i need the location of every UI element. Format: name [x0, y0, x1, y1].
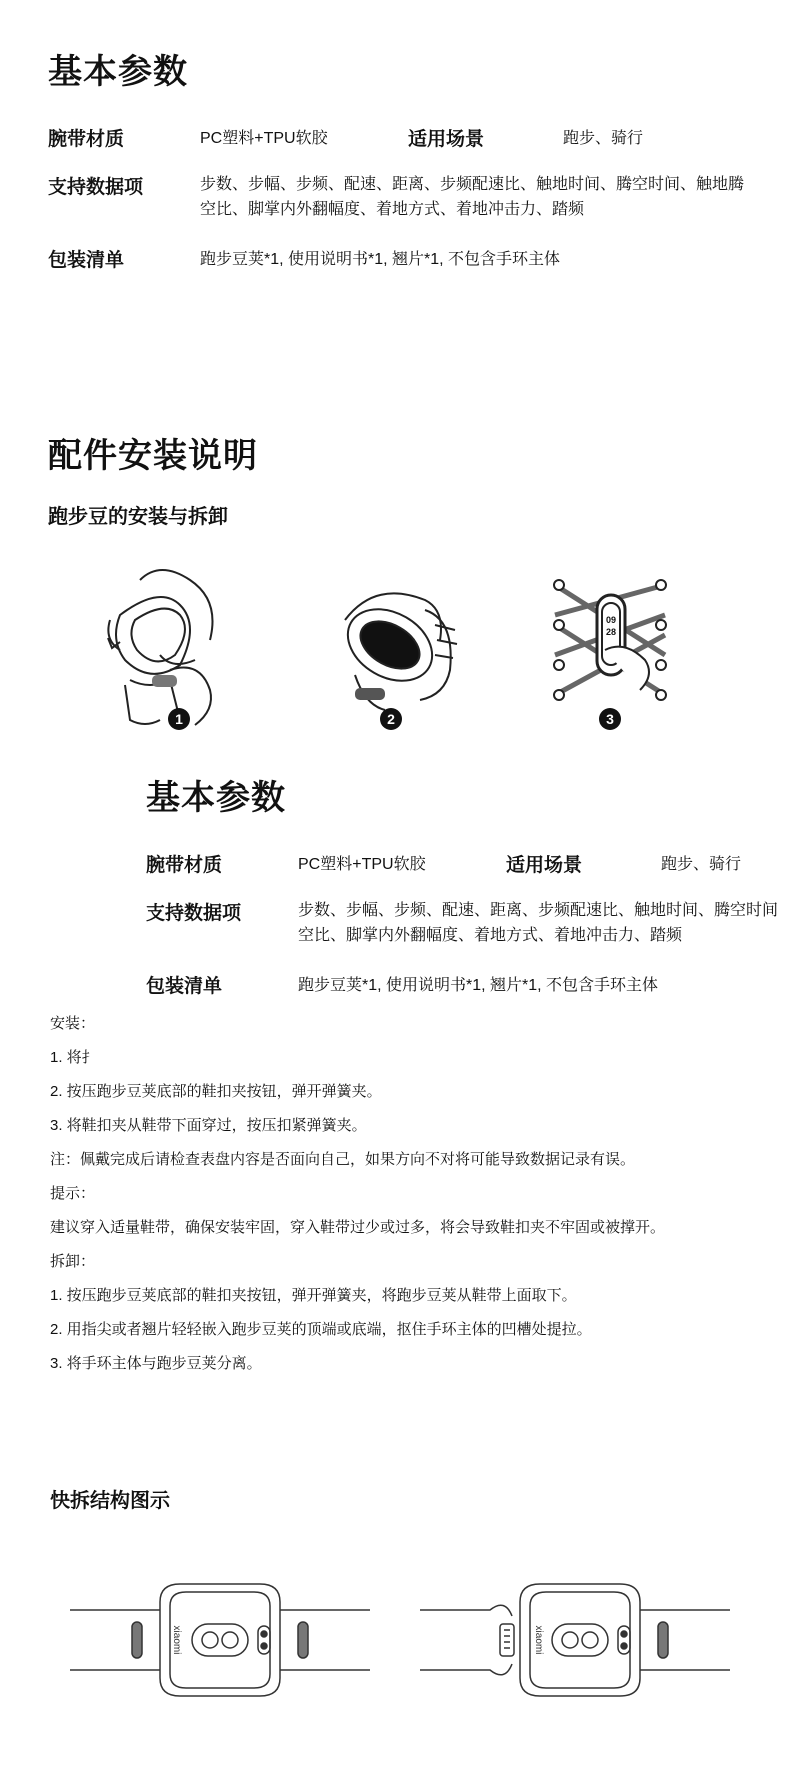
- band-material-value: PC塑料+TPU软胶: [200, 130, 328, 147]
- overlay-package-label: 包装清单: [146, 976, 223, 997]
- data-items-line1: 步数、步幅、步频、配速、距离、步频配速比、触地时间、腾空时间、触地腾: [200, 176, 745, 193]
- instr-remove-step-1: 1. 按压跑步豆荚底部的鞋扣夹按钮，弹开弹簧夹，将跑步豆荚从鞋带上面取下。: [50, 1287, 577, 1304]
- package-value: 跑步豆荚*1, 使用说明书*1, 翘片*1, 不包含手环主体: [200, 251, 561, 268]
- data-items-label: 支持数据项: [48, 177, 144, 198]
- overlay-band-material-value: PC塑料+TPU软胶: [298, 856, 426, 873]
- instr-install-heading: 安装：: [50, 1015, 96, 1032]
- band-diagram-right: [420, 1580, 730, 1700]
- band-material-label: 腕带材质: [48, 129, 125, 150]
- step-3-number: 3: [606, 711, 614, 727]
- step-3-badge: [599, 708, 621, 730]
- install-subtitle: 跑步豆的安装与拆卸: [48, 506, 228, 528]
- step-1-number: 1: [175, 711, 183, 727]
- overlay-scene-label: 适用场景: [506, 855, 583, 876]
- brand-text-left: xiaomi: [171, 1625, 182, 1655]
- step-2-number: 2: [387, 711, 395, 727]
- step-2-badge: [380, 708, 402, 730]
- instr-tip-heading: 提示：: [50, 1185, 96, 1202]
- scene-value: 跑步、骑行: [563, 130, 644, 147]
- scene-label: 适用场景: [408, 129, 485, 150]
- svg-text:28: 28: [605, 627, 617, 637]
- instr-remove-step-2: 2. 用指尖或者翘片轻轻嵌入跑步豆荚的顶端或底端，抠住手环主体的凹槽处提拉。: [50, 1321, 592, 1338]
- step-1-badge: [168, 708, 190, 730]
- instr-note: 注：佩戴完成后请检查表盘内容是否面向自己，如果方向不对将可能导致数据记录有误。: [50, 1151, 636, 1168]
- overlay-band-material-label: 腕带材质: [146, 855, 223, 876]
- params-title: 基本参数: [48, 53, 188, 91]
- package-label: 包装清单: [48, 250, 125, 271]
- overlay-data-items-line2: 空比、脚掌内外翻幅度、着地方式、着地冲击力、踏频: [298, 927, 683, 944]
- install-title: 配件安装说明: [48, 437, 258, 475]
- duplicate-params-overlay: [0, 740, 790, 1040]
- svg-text:09: 09: [605, 615, 617, 625]
- overlay-package-value: 跑步豆荚*1, 使用说明书*1, 翘片*1, 不包含手环主体: [298, 977, 659, 994]
- quick-release-title: 快拆结构图示: [50, 1490, 170, 1512]
- overlay-data-items-line1: 步数、步幅、步频、配速、距离、步频配速比、触地时间、腾空时间: [298, 902, 779, 919]
- instr-remove-step-3: 3. 将手环主体与跑步豆荚分离。: [50, 1355, 262, 1372]
- instr-install-step-1: 1. 将扌: [50, 1049, 97, 1066]
- overlay-scene-value: 跑步、骑行: [661, 856, 742, 873]
- instr-remove-heading: 拆卸：: [50, 1253, 96, 1270]
- install-step-3-illustration: [545, 565, 675, 715]
- overlay-params-title: 基本参数: [146, 779, 286, 817]
- brand-text-right: xiaomi: [533, 1625, 544, 1655]
- instr-tip: 建议穿入适量鞋带，确保安装牢固，穿入鞋带过少或过多，将会导致鞋扣夹不牢固或被撑开。: [50, 1219, 666, 1236]
- band-diagram-left: [70, 1580, 370, 1700]
- instr-install-step-2: 2. 按压跑步豆荚底部的鞋扣夹按钮，弹开弹簧夹。: [50, 1083, 382, 1100]
- install-step-2-illustration: [335, 570, 465, 720]
- data-items-line2: 空比、脚掌内外翻幅度、着地方式、着地冲击力、踏频: [200, 201, 585, 218]
- instr-install-step-3: 3. 将鞋扣夹从鞋带下面穿过，按压扣紧弹簧夹。: [50, 1117, 367, 1134]
- overlay-data-items-label: 支持数据项: [146, 903, 242, 924]
- install-step-1-illustration: [100, 560, 240, 730]
